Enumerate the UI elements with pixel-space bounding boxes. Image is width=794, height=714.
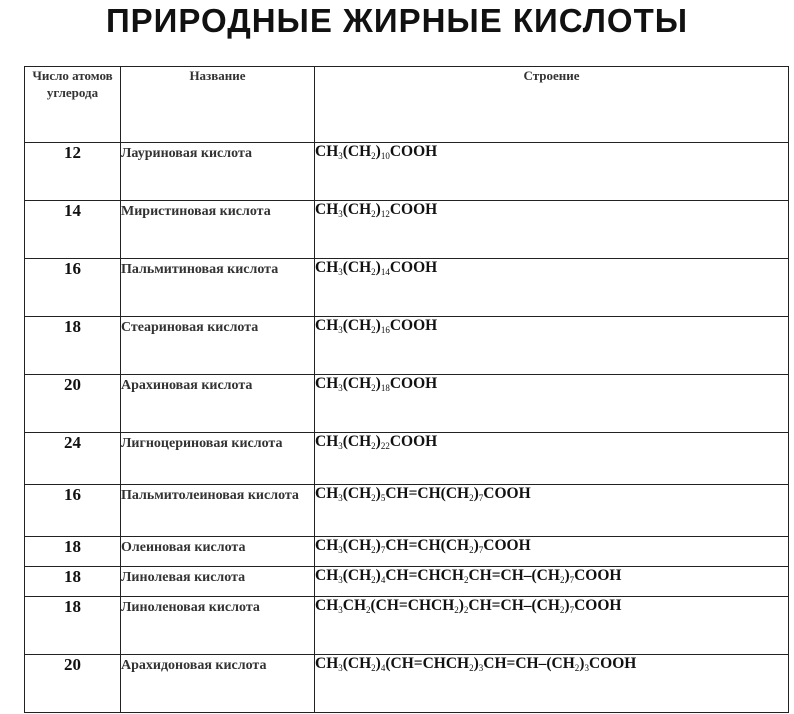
formula-subscript: 3 bbox=[338, 383, 343, 393]
formula-part: CH bbox=[342, 597, 366, 614]
table-header-row bbox=[25, 67, 789, 143]
formula-subscript: 5 bbox=[380, 493, 386, 503]
formula-subscript: 3 bbox=[478, 663, 484, 673]
carbon-count-cell: 16 bbox=[25, 259, 121, 317]
acid-name-cell: Лауриновая кислота bbox=[121, 143, 315, 201]
formula-subscript: 10 bbox=[380, 151, 390, 161]
formula-part: CH=CH(CH bbox=[385, 485, 470, 502]
formula-part: (CH=CHCH bbox=[370, 597, 455, 614]
structure-formula-cell bbox=[315, 375, 789, 433]
formula-part: (CH bbox=[342, 317, 372, 334]
formula-subscript: 14 bbox=[380, 267, 390, 277]
formula-part: (CH bbox=[342, 433, 372, 450]
formula-subscript: 22 bbox=[380, 441, 390, 451]
formula-part: COOH bbox=[389, 317, 438, 334]
table-row bbox=[25, 143, 789, 201]
formula-part: ) bbox=[375, 143, 381, 160]
formula-subscript: 2 bbox=[371, 267, 376, 277]
formula-subscript: 3 bbox=[338, 575, 343, 585]
formula-part: (CH bbox=[342, 485, 372, 502]
table-body bbox=[25, 143, 789, 713]
acid-name-cell: Арахиновая кислота bbox=[121, 375, 315, 433]
formula-part: ) bbox=[579, 655, 585, 672]
table-row bbox=[25, 433, 789, 485]
page-title: ПРИРОДНЫЕ ЖИРНЫЕ КИСЛОТЫ bbox=[105, 2, 689, 39]
header-carbon-count: Число атомов углерода bbox=[25, 67, 121, 143]
carbon-count-cell: 20 bbox=[25, 655, 121, 713]
formula-subscript: 2 bbox=[371, 325, 376, 335]
carbon-count-cell: 12 bbox=[25, 143, 121, 201]
carbon-count-cell: 24 bbox=[25, 433, 121, 485]
formula-part: CH=CH–(CH bbox=[483, 655, 575, 672]
formula-part: CH bbox=[315, 201, 339, 218]
acid-name-cell: Пальмитиновая кислота bbox=[121, 259, 315, 317]
carbon-count-cell: 18 bbox=[25, 567, 121, 597]
formula-part: COOH bbox=[483, 485, 531, 502]
carbon-count-cell: 18 bbox=[25, 317, 121, 375]
formula-part: COOH bbox=[389, 143, 438, 160]
formula-subscript: 7 bbox=[569, 575, 575, 585]
formula-part: CH bbox=[315, 375, 339, 392]
formula-part: ) bbox=[473, 537, 479, 554]
formula-subscript: 3 bbox=[338, 151, 343, 161]
formula-subscript: 16 bbox=[380, 325, 390, 335]
formula-part: CH bbox=[315, 259, 339, 276]
formula-part: ) bbox=[473, 655, 479, 672]
formula-subscript: 2 bbox=[469, 493, 474, 503]
acid-name-cell: Лигноцериновая кислота bbox=[121, 433, 315, 485]
formula-part: CH bbox=[315, 433, 339, 450]
formula-subscript: 3 bbox=[338, 209, 343, 219]
structure-formula-cell bbox=[315, 433, 789, 485]
table-row bbox=[25, 537, 789, 567]
formula-part: ) bbox=[375, 433, 381, 450]
formula-part: ) bbox=[375, 375, 381, 392]
structure-formula-cell bbox=[315, 317, 789, 375]
formula-subscript: 2 bbox=[371, 209, 376, 219]
carbon-count-cell: 18 bbox=[25, 537, 121, 567]
table-row bbox=[25, 201, 789, 259]
formula-subscript: 3 bbox=[584, 663, 589, 673]
formula-part: CH bbox=[315, 143, 339, 160]
table-row bbox=[25, 375, 789, 433]
header-structure: Строение bbox=[315, 67, 789, 143]
structure-formula-cell bbox=[315, 537, 789, 567]
formula-subscript: 2 bbox=[371, 383, 376, 393]
formula-subscript: 7 bbox=[478, 493, 484, 503]
acid-name-cell: Линолевая кислота bbox=[121, 567, 315, 597]
table-row bbox=[25, 259, 789, 317]
fatty-acids-table bbox=[24, 66, 789, 713]
formula-part: CH bbox=[315, 485, 339, 502]
acid-name-cell: Арахидоновая кислота bbox=[121, 655, 315, 713]
carbon-count-cell: 16 bbox=[25, 485, 121, 537]
formula-part: COOH bbox=[588, 655, 637, 672]
formula-subscript: 2 bbox=[371, 545, 376, 555]
formula-part: (CH bbox=[342, 259, 372, 276]
structure-formula-cell bbox=[315, 201, 789, 259]
formula-part: COOH bbox=[389, 259, 438, 276]
structure-formula-cell bbox=[315, 597, 789, 655]
formula-subscript: 2 bbox=[371, 493, 376, 503]
table-row bbox=[25, 485, 789, 537]
formula-part: CH=CH(CH bbox=[385, 537, 470, 554]
formula-part: (CH=CHCH bbox=[385, 655, 470, 672]
formula-part: (CH bbox=[342, 567, 372, 584]
formula-subscript: 2 bbox=[371, 663, 376, 673]
formula-subscript: 4 bbox=[380, 663, 386, 673]
formula-part: ) bbox=[375, 259, 381, 276]
table-row bbox=[25, 317, 789, 375]
structure-formula-cell bbox=[315, 143, 789, 201]
formula-part: COOH bbox=[389, 433, 438, 450]
formula-part: COOH bbox=[389, 375, 438, 392]
header-name: Название bbox=[121, 67, 315, 143]
acid-name-cell: Линоленовая кислота bbox=[121, 597, 315, 655]
structure-formula-cell bbox=[315, 485, 789, 537]
formula-part: COOH bbox=[483, 537, 531, 554]
formula-subscript: 2 bbox=[454, 605, 459, 615]
table-row bbox=[25, 597, 789, 655]
formula-subscript: 3 bbox=[338, 493, 343, 503]
formula-part: ) bbox=[375, 537, 381, 554]
formula-part: (CH bbox=[342, 375, 372, 392]
formula-part: CH=CH–(CH bbox=[468, 567, 560, 584]
formula-subscript: 3 bbox=[338, 545, 343, 555]
carbon-count-cell: 18 bbox=[25, 597, 121, 655]
acid-name-cell: Стеариновая кислота bbox=[121, 317, 315, 375]
formula-subscript: 3 bbox=[338, 663, 343, 673]
formula-subscript: 2 bbox=[574, 663, 580, 673]
acid-name-cell: Пальмитолеиновая кислота bbox=[121, 485, 315, 537]
formula-part: CH bbox=[315, 567, 339, 584]
formula-subscript: 2 bbox=[469, 663, 474, 673]
formula-subscript: 3 bbox=[338, 267, 343, 277]
formula-part: (CH bbox=[342, 143, 372, 160]
formula-part: COOH bbox=[389, 201, 438, 218]
formula-part: (CH bbox=[342, 537, 372, 554]
formula-subscript: 4 bbox=[380, 575, 386, 585]
structure-formula-cell bbox=[315, 259, 789, 317]
formula-part: CH bbox=[315, 317, 339, 334]
formula-part: ) bbox=[375, 201, 381, 218]
formula-part: ) bbox=[375, 567, 381, 584]
formula-subscript: 2 bbox=[559, 575, 565, 585]
formula-part: ) bbox=[375, 317, 381, 334]
formula-subscript: 2 bbox=[463, 575, 469, 585]
formula-subscript: 7 bbox=[478, 545, 484, 555]
formula-part: COOH bbox=[574, 597, 622, 614]
formula-part: CH bbox=[315, 655, 339, 672]
formula-part: CH bbox=[315, 597, 339, 614]
structure-formula-cell bbox=[315, 567, 789, 597]
formula-part: (CH bbox=[342, 655, 372, 672]
formula-subscript: 3 bbox=[338, 325, 343, 335]
formula-part: ) bbox=[473, 485, 479, 502]
formula-subscript: 18 bbox=[380, 383, 390, 393]
formula-part: (CH bbox=[342, 201, 372, 218]
table-row bbox=[25, 655, 789, 713]
formula-part: ) bbox=[458, 597, 464, 614]
formula-part: ) bbox=[564, 597, 570, 614]
formula-part: ) bbox=[375, 655, 381, 672]
formula-part: COOH bbox=[574, 567, 622, 584]
carbon-count-cell: 14 bbox=[25, 201, 121, 259]
formula-subscript: 3 bbox=[338, 605, 343, 615]
formula-subscript: 2 bbox=[463, 605, 469, 615]
formula-part: ) bbox=[375, 485, 381, 502]
formula-subscript: 3 bbox=[338, 441, 343, 451]
structure-formula-cell bbox=[315, 655, 789, 713]
formula-subscript: 2 bbox=[371, 151, 376, 161]
formula-subscript: 7 bbox=[380, 545, 386, 555]
table-row bbox=[25, 567, 789, 597]
formula-subscript: 7 bbox=[569, 605, 575, 615]
formula-part: ) bbox=[564, 567, 570, 584]
carbon-count-cell: 20 bbox=[25, 375, 121, 433]
formula-part: CH=CH–(CH bbox=[468, 597, 560, 614]
acid-name-cell: Олеиновая кислота bbox=[121, 537, 315, 567]
formula-subscript: 2 bbox=[371, 441, 376, 451]
formula-part: CH bbox=[315, 537, 339, 554]
formula-part: CH=CHCH bbox=[385, 567, 464, 584]
formula-subscript: 2 bbox=[469, 545, 474, 555]
formula-subscript: 2 bbox=[559, 605, 565, 615]
formula-subscript: 2 bbox=[371, 575, 376, 585]
formula-subscript: 2 bbox=[366, 605, 371, 615]
formula-subscript: 12 bbox=[380, 209, 390, 219]
acid-name-cell: Миристиновая кислота bbox=[121, 201, 315, 259]
